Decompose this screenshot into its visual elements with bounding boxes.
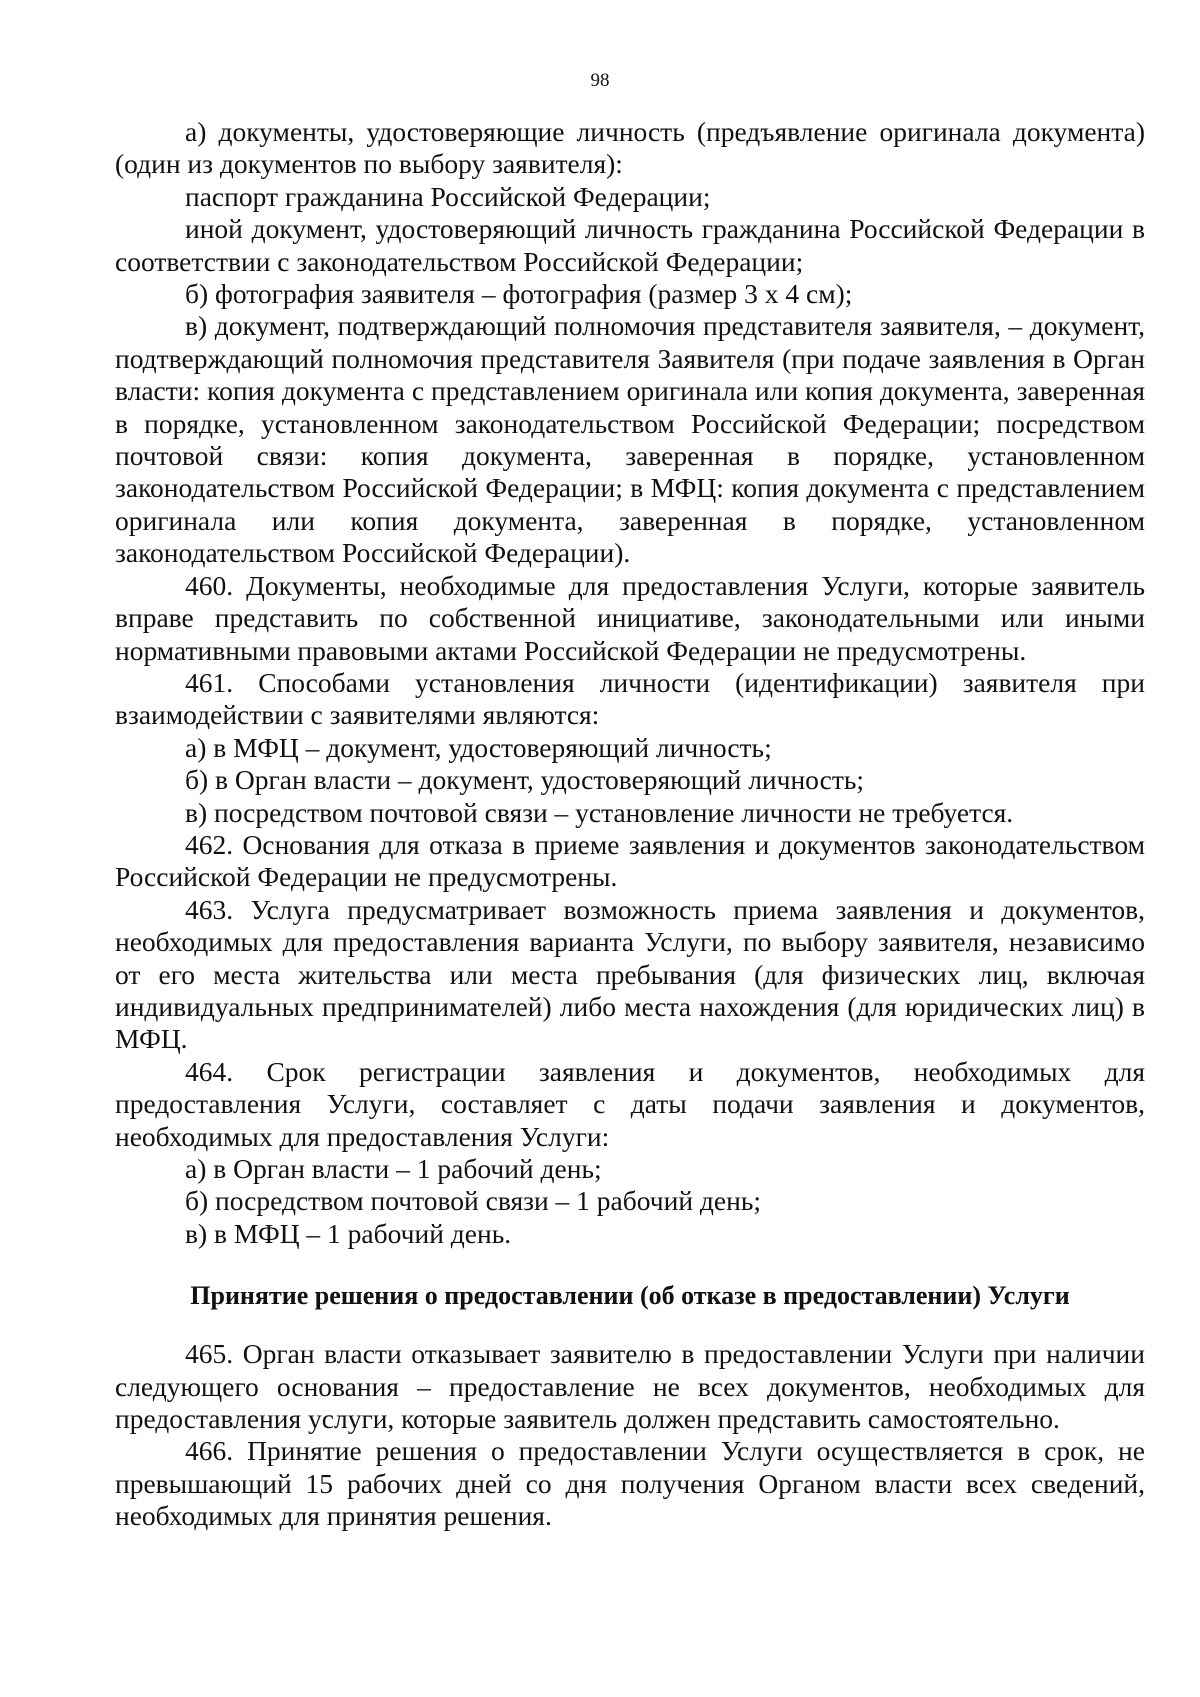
document-body: [115, 116, 1145, 1533]
paragraph-461-b: б) в Орган власти – документ, удостоверяющий личность;: [185, 764, 865, 796]
paragraph-item-a-identity-documents: а) документы, удостоверяющие личность (предъявление оригинала документа) (один из документов по выбору заявителя):: [115, 116, 1145, 180]
paragraph-461: 461. Способами установления личности (идентификации) заявителя при взаимодействии с заявителями являются:: [115, 666, 1145, 731]
paragraph-465: 465. Орган власти отказывает заявителю в предоставлении Услуги при наличии следующего основания – предоставление не всех документов, необходимых для предоставления услуги, которые заявитель должен представить самостоятельно.: [115, 1338, 1145, 1435]
paragraph-460: 460. Документы, необходимые для предоставления Услуги, которые заявитель вправе представить по собственной инициативе, законодательными или иными нормативными правовыми актами Российской Федерации не предусмотрены.: [115, 569, 1145, 666]
paragraph-463: 463. Услуга предусматривает возможность приема заявления и документов, необходимых для предоставления варианта Услуги, по выбору заявителя, независимо от его места жительства или места пребывания (для физических лиц, включая индивидуальных предпринимателей) либо места нахождения (для юридических лиц) в МФЦ.: [115, 893, 1145, 1055]
paragraph-464-b: б) посредством почтовой связи – 1 рабочий день;: [185, 1185, 762, 1217]
paragraph-other-identity-document: иной документ, удостоверяющий личность гражданина Российской Федерации в соответствии с законодательством Российской Федерации;: [115, 213, 1145, 277]
paragraph-461-c: в) посредством почтовой связи – установление личности не требуется.: [185, 796, 1014, 828]
paragraph-466: 466. Принятие решения о предоставлении Услуги осуществляется в срок, не превышающий 15 рабочих дней со дня получения Органом власти всех сведений, необходимых для принятия решения.: [115, 1435, 1145, 1532]
paragraph-passport: паспорт гражданина Российской Федерации;: [185, 180, 711, 212]
paragraph-462: 462. Основания для отказа в приеме заявления и документов законодательством Российской Федерации не предусмотрены.: [115, 828, 1145, 893]
paragraph-464-a: а) в Орган власти – 1 рабочий день;: [185, 1153, 602, 1184]
paragraph-464: 464. Срок регистрации заявления и документов, необходимых для предоставления Услуги, составляет с даты подачи заявления и документов, необходимых для предоставления Услуги:: [115, 1055, 1145, 1152]
paragraph-461-a: а) в МФЦ – документ, удостоверяющий личность;: [185, 731, 772, 763]
paragraph-464-c: в) в МФЦ – 1 рабочий день.: [185, 1217, 512, 1249]
paragraph-item-b-photo: б) фотография заявителя – фотография (размер 3 х 4 см);: [185, 278, 853, 310]
page-number: 98: [590, 70, 610, 91]
section-heading: Принятие решения о предоставлении (об отказе в предоставлении) Услуги: [190, 1281, 1070, 1311]
paragraph-item-c-representative-authority: в) документ, подтверждающий полномочия представителя заявителя, – документ, подтверждающий полномочия представителя Заявителя (при подаче заявления в Орган власти: копия документа с представлением оригинала или копия документа, заверенная в порядке, установленном законодательством Российской Федерации; посредством почтовой связи: копия документа, заверенная в порядке, установленном законодательством Российской Федерации; в МФЦ: копия документа с представлением оригинала или копия документа, заверенная в порядке, установленном законодательством Российской Федерации).: [115, 310, 1145, 569]
